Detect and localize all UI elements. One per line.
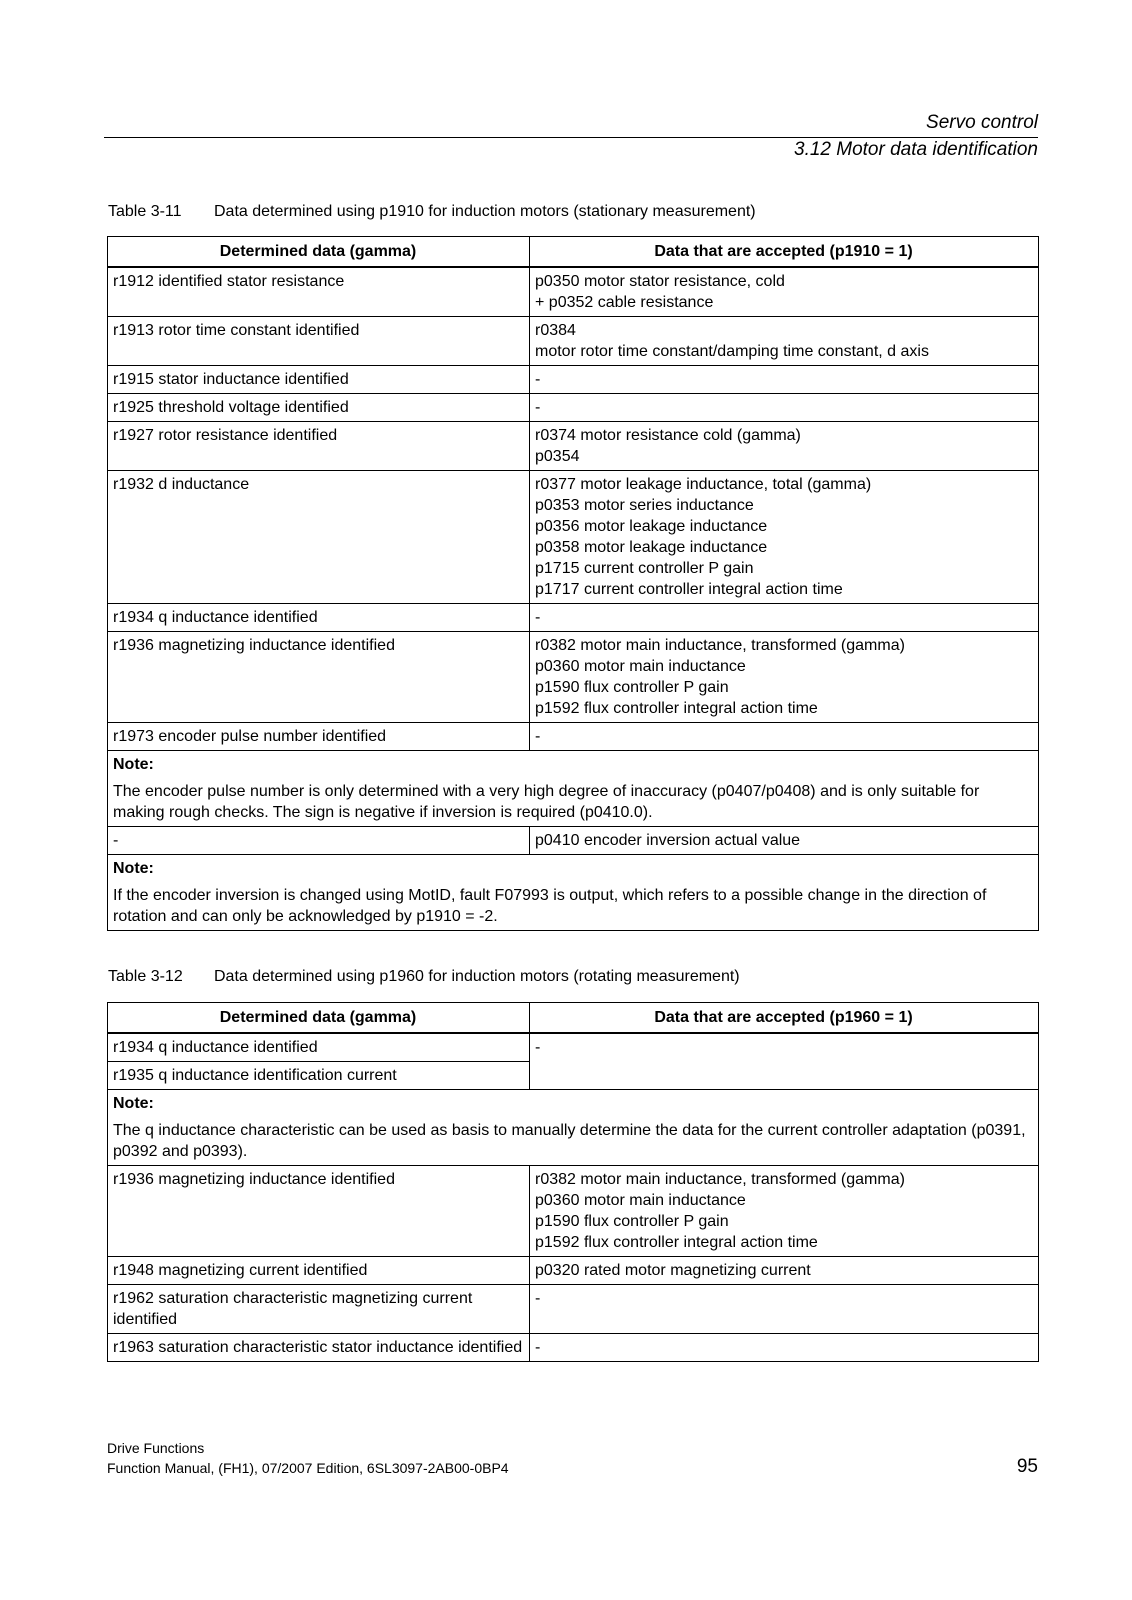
table2-col1-header: Determined data (gamma) bbox=[108, 1003, 530, 1034]
table2-col2-header: Data that are accepted (p1960 = 1) bbox=[530, 1003, 1039, 1034]
table-cell-determined: r1973 encoder pulse number identified bbox=[108, 723, 530, 751]
table-row bbox=[108, 1334, 1039, 1362]
table-row bbox=[108, 366, 1039, 394]
table-cell-determined: r1963 saturation characteristic stator inductance identified bbox=[108, 1334, 530, 1362]
table2-caption-text: Data determined using p1960 for induction motors (rotating measurement) bbox=[214, 968, 740, 985]
table1-note2 bbox=[108, 855, 1039, 931]
page-number: 95 bbox=[1016, 1456, 1038, 1477]
table-row bbox=[108, 827, 1039, 855]
note-text: If the encoder inversion is changed using MotID, fault F07993 is output, which refers to a possible change in the direction of rotation and can only be acknowledged by p1910 = -2. bbox=[113, 887, 987, 925]
table1-col1-header: Determined data (gamma) bbox=[108, 237, 530, 268]
table2-caption bbox=[108, 968, 740, 986]
table-cell-accepted bbox=[530, 632, 1039, 723]
cell-line: - bbox=[535, 1339, 541, 1356]
table-row bbox=[108, 471, 1039, 604]
table-cell-accepted bbox=[530, 317, 1039, 366]
cell-line: - bbox=[535, 371, 541, 388]
cell-line: p0350 motor stator resistance, cold bbox=[535, 273, 785, 290]
cell-line: p0360 motor main inductance bbox=[535, 1192, 746, 1209]
note-title: Note: bbox=[113, 860, 154, 877]
table-cell-determined: r1934 q inductance identified bbox=[108, 1033, 530, 1062]
table-cell-determined: r1934 q inductance identified bbox=[108, 604, 530, 632]
table-cell-determined: r1915 stator inductance identified bbox=[108, 366, 530, 394]
table2-note bbox=[108, 1090, 1039, 1166]
note-text: The encoder pulse number is only determined with a very high degree of inaccuracy (p0407/p0408) and is only suitable for making rough checks. The sign is negative if inversion is required (p0410.0). bbox=[113, 783, 980, 821]
cell-line: - bbox=[535, 728, 541, 745]
table-row bbox=[108, 632, 1039, 723]
table-cell-determined: r1913 rotor time constant identified bbox=[108, 317, 530, 366]
cell-line: p1715 current controller P gain bbox=[535, 560, 754, 577]
table2-caption-number: Table 3-12 bbox=[108, 968, 183, 985]
cell-line: r0382 motor main inductance, transformed (gamma) bbox=[535, 1171, 905, 1188]
table2-note-row bbox=[108, 1090, 1039, 1166]
cell-line: p0360 motor main inductance bbox=[535, 658, 746, 675]
table1-caption-text: Data determined using p1910 for induction motors (stationary measurement) bbox=[214, 203, 756, 220]
cell-line: p0320 rated motor magnetizing current bbox=[535, 1262, 811, 1279]
cell-line: p0354 bbox=[535, 448, 580, 465]
cell-line: p0356 motor leakage inductance bbox=[535, 518, 768, 535]
cell-line: p1590 flux controller P gain bbox=[535, 679, 729, 696]
table1-caption-number: Table 3-11 bbox=[108, 203, 182, 220]
table-cell-accepted bbox=[530, 1334, 1039, 1362]
table-cell-accepted: p0410 encoder inversion actual value bbox=[530, 827, 1039, 855]
table-cell-determined: r1925 threshold voltage identified bbox=[108, 394, 530, 422]
table-cell-accepted bbox=[530, 394, 1039, 422]
note-title: Note: bbox=[113, 756, 154, 773]
table-row bbox=[108, 723, 1039, 751]
table-cell-accepted bbox=[530, 1285, 1039, 1334]
cell-line: - bbox=[535, 1290, 541, 1307]
table1-caption bbox=[108, 203, 756, 221]
footer-manual-info: Function Manual, (FH1), 07/2007 Edition, 6SL3097-2AB00-0BP4 bbox=[107, 1460, 509, 1476]
cell-line: motor rotor time constant/damping time constant, d axis bbox=[535, 343, 929, 360]
header-rule bbox=[104, 137, 1038, 138]
note-title: Note: bbox=[113, 1095, 154, 1112]
table1-col2-header: Data that are accepted (p1910 = 1) bbox=[530, 237, 1039, 268]
header-chapter: Servo control bbox=[926, 112, 1038, 133]
cell-line: p1592 flux controller integral action time bbox=[535, 1234, 818, 1251]
table-row bbox=[108, 1166, 1039, 1257]
cell-line: p1717 current controller integral action time bbox=[535, 581, 843, 598]
table-row bbox=[108, 1257, 1039, 1285]
table-cell-determined: r1962 saturation characteristic magnetizing current identified bbox=[108, 1285, 530, 1334]
cell-line: r0384 bbox=[535, 322, 576, 339]
table2 bbox=[107, 1002, 1039, 1362]
cell-line: p1592 flux controller integral action time bbox=[535, 700, 818, 717]
table-cell-accepted bbox=[530, 471, 1039, 604]
cell-line: p1590 flux controller P gain bbox=[535, 1213, 729, 1230]
cell-line: p0353 motor series inductance bbox=[535, 497, 754, 514]
table1-note1 bbox=[108, 751, 1039, 827]
header-section: 3.12 Motor data identification bbox=[794, 139, 1038, 160]
table-cell-accepted bbox=[530, 1257, 1039, 1285]
table-cell-accepted bbox=[530, 1166, 1039, 1257]
cell-line: - bbox=[535, 399, 541, 416]
table-cell-accepted bbox=[530, 422, 1039, 471]
table-cell-determined: r1927 rotor resistance identified bbox=[108, 422, 530, 471]
table-cell-determined: r1936 magnetizing inductance identified bbox=[108, 1166, 530, 1257]
table1-note-row bbox=[108, 751, 1039, 827]
table1-header-row bbox=[108, 237, 1039, 268]
table-cell-determined: - bbox=[108, 827, 530, 855]
table-cell-determined: r1948 magnetizing current identified bbox=[108, 1257, 530, 1285]
table-cell-accepted bbox=[530, 723, 1039, 751]
table-row bbox=[108, 1033, 1039, 1062]
table-row bbox=[108, 1285, 1039, 1334]
table-cell-determined: r1935 q inductance identification current bbox=[108, 1062, 530, 1090]
table2-header-row bbox=[108, 1003, 1039, 1034]
table-cell-accepted bbox=[530, 366, 1039, 394]
footer-title: Drive Functions bbox=[107, 1440, 205, 1456]
cell-line: p0358 motor leakage inductance bbox=[535, 539, 768, 556]
cell-line: r0374 motor resistance cold (gamma) bbox=[535, 427, 801, 444]
table1-note-row bbox=[108, 855, 1039, 931]
table-row bbox=[108, 267, 1039, 317]
cell-line: r0382 motor main inductance, transformed (gamma) bbox=[535, 637, 905, 654]
table-row bbox=[108, 394, 1039, 422]
table-row bbox=[108, 604, 1039, 632]
table-cell-accepted: - bbox=[530, 1033, 1039, 1090]
cell-line: - bbox=[535, 609, 541, 626]
table-row bbox=[108, 422, 1039, 471]
table-row bbox=[108, 317, 1039, 366]
table-cell-accepted bbox=[530, 604, 1039, 632]
table-cell-determined: r1912 identified stator resistance bbox=[108, 267, 530, 317]
table1 bbox=[107, 236, 1039, 931]
note-text: The q inductance characteristic can be used as basis to manually determine the data for the current controller adaptation (p0391, p0392 and p0393). bbox=[113, 1122, 1026, 1160]
table-cell-accepted bbox=[530, 267, 1039, 317]
cell-line: r0377 motor leakage inductance, total (gamma) bbox=[535, 476, 872, 493]
cell-line: + p0352 cable resistance bbox=[535, 294, 714, 311]
table-cell-determined: r1932 d inductance bbox=[108, 471, 530, 604]
table-cell-determined: r1936 magnetizing inductance identified bbox=[108, 632, 530, 723]
